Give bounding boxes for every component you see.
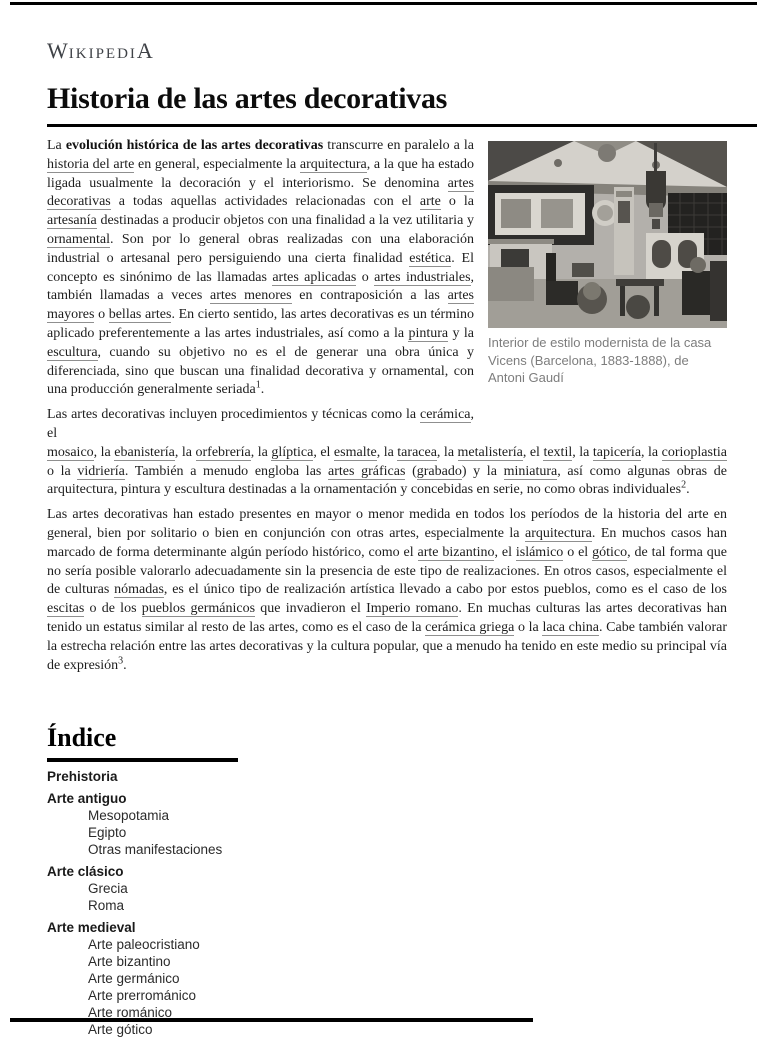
- wiki-link[interactable]: miniatura: [503, 463, 558, 479]
- wiki-link[interactable]: arquitectura: [299, 156, 367, 172]
- wiki-link[interactable]: arquitectura: [525, 525, 592, 541]
- toc-heading: Índice: [47, 723, 238, 762]
- wiki-link[interactable]: taracea: [397, 444, 437, 460]
- wiki-link[interactable]: gótico: [592, 544, 628, 560]
- wiki-link[interactable]: tapicería: [592, 444, 642, 460]
- wiki-link[interactable]: estética: [409, 250, 452, 266]
- wiki-link[interactable]: esmalte: [333, 444, 377, 460]
- wiki-link[interactable]: artes gráficas: [328, 463, 406, 479]
- footnote-ref[interactable]: 1: [255, 379, 261, 391]
- toc-item[interactable]: Arte bizantino: [88, 954, 171, 970]
- toc-item[interactable]: Roma: [88, 898, 125, 914]
- toc-item[interactable]: Otras manifestaciones: [88, 842, 223, 858]
- wiki-link[interactable]: artesanía: [47, 213, 97, 229]
- casa-vicens-interior-photo: [488, 141, 727, 328]
- wiki-link[interactable]: ebanistería: [114, 444, 175, 460]
- footnote-ref[interactable]: 2: [681, 479, 687, 491]
- toc-item[interactable]: Arte paleocristiano: [88, 937, 200, 953]
- wiki-link[interactable]: metalistería: [457, 444, 523, 460]
- wiki-link[interactable]: vidriería: [77, 463, 125, 479]
- wiki-link[interactable]: grabado: [416, 463, 462, 479]
- table-of-contents: [47, 768, 727, 1038]
- toc-item[interactable]: Egipto: [88, 825, 127, 841]
- wiki-link[interactable]: cerámica: [419, 407, 471, 423]
- wiki-link[interactable]: artes decorativas: [47, 175, 474, 210]
- wiki-link[interactable]: ornamental: [47, 231, 110, 247]
- toc-item[interactable]: Prehistoria: [47, 769, 118, 785]
- article-paragraph-2: Las artes decorativas incluyen procedimientos y técnicas como la cerámica, el mosaico, la ebanistería, la orfebrería, la glíptica, el esmalte, la taracea, la metalistería, el textil, la tapicería, la corioplastia o la vidriería. También a menudo engloba las artes gráficas (grabado) y la miniatura, así como algunas obras de arquitectura, pintura y escultura destinadas a la ornamentación y concebidas en serie, no como obras individuales$^2$.: [47, 407, 727, 498]
- toc-item[interactable]: Mesopotamia: [88, 808, 170, 824]
- wiki-link[interactable]: artes aplicadas: [272, 269, 357, 285]
- page-content: [47, 0, 727, 1038]
- toc-item[interactable]: Arte germánico: [88, 971, 180, 987]
- wiki-link[interactable]: islámico: [515, 544, 564, 560]
- wiki-link[interactable]: artes mayores: [47, 288, 474, 323]
- photo-caption: Interior de estilo modernista de la casa Vicens (Barcelona, 1883-1888), de Antoni Gaudí: [488, 335, 712, 385]
- toc-item[interactable]: Arte antiguo: [47, 791, 127, 807]
- article-figure: [488, 141, 727, 387]
- wiki-link[interactable]: artes industriales: [374, 269, 471, 285]
- toc-item[interactable]: Grecia: [88, 881, 128, 897]
- wiki-link[interactable]: laca china: [542, 619, 599, 635]
- toc-item[interactable]: Arte prerrománico: [88, 988, 197, 1004]
- footnote-ref[interactable]: 3: [118, 654, 124, 666]
- wiki-link[interactable]: arte bizantino: [417, 544, 495, 560]
- toc-item[interactable]: Arte medieval: [47, 920, 136, 936]
- wiki-link[interactable]: pueblos germánicos: [141, 601, 256, 617]
- wiki-link[interactable]: orfebrería: [195, 444, 251, 460]
- toc-item[interactable]: Arte clásico: [47, 864, 124, 880]
- wiki-link[interactable]: historia del arte: [47, 156, 135, 172]
- wiki-link[interactable]: escultura: [47, 344, 98, 360]
- toc-item[interactable]: Arte gótico: [88, 1022, 153, 1038]
- article-body: [47, 137, 727, 675]
- wiki-link[interactable]: escitas: [47, 601, 85, 617]
- wiki-link[interactable]: pintura: [408, 325, 449, 341]
- wiki-link[interactable]: bellas artes: [108, 307, 172, 323]
- wiki-link[interactable]: glíptica: [271, 444, 314, 460]
- wiki-link[interactable]: arte: [419, 194, 441, 210]
- wiki-link[interactable]: textil: [543, 444, 573, 460]
- wiki-link[interactable]: mosaico: [47, 444, 94, 460]
- lead-bold-phrase: evolución histórica de las artes decorativas: [65, 138, 324, 153]
- wiki-link[interactable]: corioplastia: [661, 444, 727, 460]
- wiki-link[interactable]: nómadas: [114, 582, 164, 598]
- article-paragraph-3: Las artes decorativas han estado presentes en mayor o menor medida en todos los períodos de la historia del arte en general, bien por solitario o bien en conjunción con otras artes, especialmente la arquitectura. En muchos casos han marcado de forma determinante algún período histórico, como el arte bizantino, el islámico o el gótico, de tal forma que no sería posible valorarlo adecuadamente sin la presencia de este tipo de realizaciones. En otros casos, especialmente el de culturas nómadas, es el único tipo de realización artística llevado a cabo por estos pueblos, como es el caso de los escitas o de los pueblos germánicos que invadieron el Imperio romano. En muchas culturas las artes decorativas han tenido un estatus similar al resto de las artes, como es el caso de la cerámica griega o la laca china. Cabe también valorar la estrecha relación entre las artes decorativas y la cultura popular, que a menudo ha tenido en este medio su principal vía de expresión$^3$.: [47, 507, 728, 673]
- wikipedia-wordmark-logo: WIKIPEDIA: [47, 38, 154, 63]
- wiki-link[interactable]: artes menores: [210, 288, 292, 304]
- article-paragraph-1: La evolución histórica de las artes decorativas transcurre en paralelo a la historia del arte en general, especialmente la arquitectura, a la que ha estado ligada usualmente la decoración y el interiorismo. Se denomina artes decorativas a todas aquellas actividades relacionadas con el arte o la artesanía destinadas a producir objetos con una finalidad a la vez utilitaria y ornamental. Son por lo general obras realizadas con una elaboración industrial o artesanal pero persiguiendo una cierta finalidad estética. El concepto es sinónimo de las llamadas artes aplicadas o artes industriales, también llamadas a veces artes menores en contraposición a las artes mayores o bellas artes. En cierto sentido, las artes decorativas es un término aplicado preferentemente a las artes industriales, así como a la pintura y la escultura, cuando su objetivo no es el de generar una obra única y diferenciada, sino que buscan una finalidad decorativa y ornamental, con una producción generalmente seriada$^1$.: [47, 138, 475, 398]
- wiki-link[interactable]: cerámica griega: [425, 619, 515, 635]
- wiki-link[interactable]: Imperio romano: [366, 601, 459, 617]
- page-title: Historia de las artes decorativas: [47, 83, 757, 127]
- toc-item[interactable]: Arte románico: [88, 1005, 173, 1021]
